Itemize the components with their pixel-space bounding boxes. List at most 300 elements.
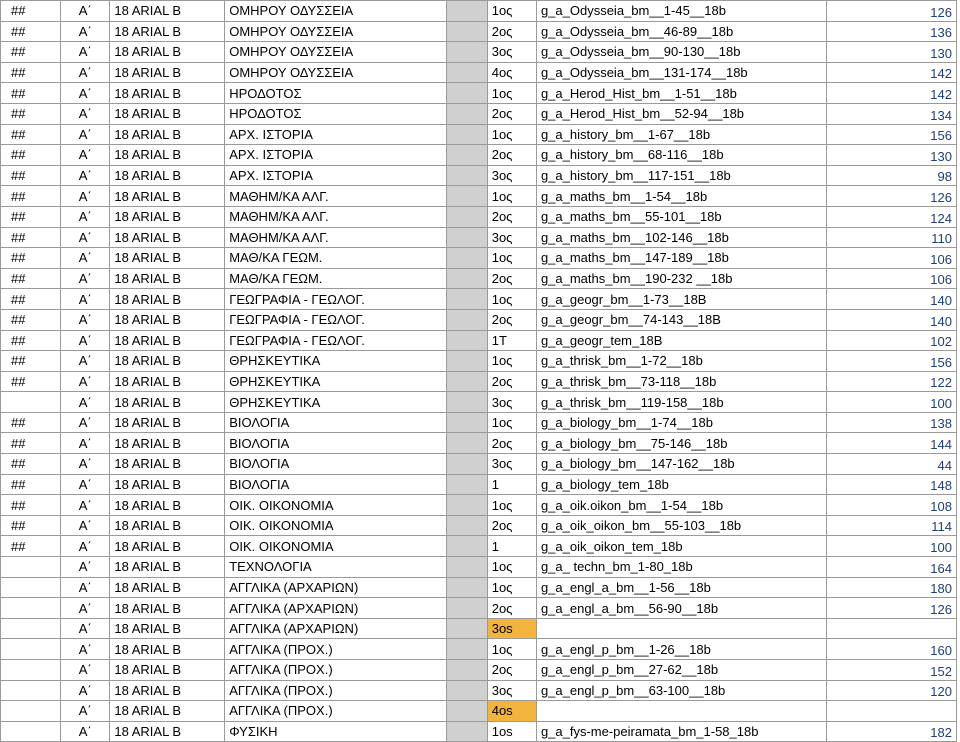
- page-count-cell[interactable]: 124: [826, 206, 956, 227]
- table-row: [1, 639, 957, 660]
- subject-cell[interactable]: ΓΕΩΓΡΑΦΙΑ - ΓΕΩΛΟΓ.: [225, 330, 447, 351]
- hash-cell[interactable]: [1, 660, 61, 681]
- page-count-cell[interactable]: 180: [826, 577, 956, 598]
- subject-cell[interactable]: ΜΑΘΗΜ/ΚΑ ΑΛΓ.: [225, 206, 447, 227]
- filename-cell[interactable]: g_a_engl_p_bm__63-100__18b: [536, 680, 826, 701]
- table-row: [1, 660, 957, 681]
- font-cell[interactable]: 18 ARIAL B: [110, 701, 225, 722]
- grade-cell[interactable]: Α΄: [61, 454, 110, 475]
- grade-cell[interactable]: Α΄: [61, 227, 110, 248]
- font-cell[interactable]: 18 ARIAL B: [110, 268, 225, 289]
- gap-cell[interactable]: [447, 680, 487, 701]
- subject-cell[interactable]: ΑΡΧ. ΙΣΤΟΡΙΑ: [225, 165, 447, 186]
- filename-cell[interactable]: g_a_maths_bm__147-189__18b: [536, 248, 826, 269]
- font-cell[interactable]: 18 ARIAL B: [110, 330, 225, 351]
- grade-cell[interactable]: Α΄: [61, 412, 110, 433]
- hash-cell[interactable]: [1, 701, 61, 722]
- hash-cell[interactable]: [1, 618, 61, 639]
- subject-cell[interactable]: ΦΥΣΙΚΗ: [225, 721, 447, 742]
- hash-cell[interactable]: ##: [1, 289, 61, 310]
- hash-cell[interactable]: ##: [1, 165, 61, 186]
- filename-cell[interactable]: g_a_oik.oikon_bm__1-54__18b: [536, 495, 826, 516]
- table-row: [1, 206, 957, 227]
- font-cell[interactable]: 18 ARIAL B: [110, 639, 225, 660]
- grade-cell[interactable]: Α΄: [61, 515, 110, 536]
- grade-cell[interactable]: Α΄: [61, 371, 110, 392]
- subject-cell[interactable]: ΘΡΗΣΚΕΥΤΙΚΑ: [225, 392, 447, 413]
- part-cell[interactable]: 3ος: [487, 42, 536, 63]
- part-cell[interactable]: 1os: [487, 721, 536, 742]
- part-cell[interactable]: 4ος: [487, 62, 536, 83]
- part-cell[interactable]: 1ος: [487, 124, 536, 145]
- grade-cell[interactable]: Α΄: [61, 495, 110, 516]
- grade-cell[interactable]: Α΄: [61, 474, 110, 495]
- filename-cell[interactable]: g_a_Odysseia_bm__90-130__18b: [536, 42, 826, 63]
- hash-cell[interactable]: ##: [1, 83, 61, 104]
- gap-cell[interactable]: [447, 701, 487, 722]
- part-cell[interactable]: 3os: [487, 618, 536, 639]
- gap-cell[interactable]: [447, 330, 487, 351]
- filename-cell[interactable]: g_a_Herod_Hist_bm__52-94__18b: [536, 103, 826, 124]
- filename-cell[interactable]: g_a_engl_p_bm__27-62__18b: [536, 660, 826, 681]
- filename-cell[interactable]: g_a_ techn_bm_1-80_18b: [536, 557, 826, 578]
- table-row: [1, 309, 957, 330]
- grade-cell[interactable]: Α΄: [61, 83, 110, 104]
- subject-cell[interactable]: ΗΡΟΔΟΤΟΣ: [225, 103, 447, 124]
- grade-cell[interactable]: Α΄: [61, 1, 110, 22]
- hash-cell[interactable]: ##: [1, 103, 61, 124]
- page-count-cell[interactable]: 136: [826, 21, 956, 42]
- subject-cell[interactable]: ΘΡΗΣΚΕΥΤΙΚΑ: [225, 371, 447, 392]
- font-cell[interactable]: 18 ARIAL B: [110, 62, 225, 83]
- part-cell[interactable]: 3ος: [487, 680, 536, 701]
- gap-cell[interactable]: [447, 515, 487, 536]
- grade-cell[interactable]: Α΄: [61, 103, 110, 124]
- page-count-cell[interactable]: 102: [826, 330, 956, 351]
- grade-cell[interactable]: Α΄: [61, 721, 110, 742]
- font-cell[interactable]: 18 ARIAL B: [110, 289, 225, 310]
- part-cell[interactable]: 2ος: [487, 433, 536, 454]
- filename-cell[interactable]: g_a_biology_tem_18b: [536, 474, 826, 495]
- grade-cell[interactable]: Α΄: [61, 536, 110, 557]
- part-cell[interactable]: 1ος: [487, 557, 536, 578]
- filename-cell[interactable]: g_a_thrisk_bm__1-72__18b: [536, 351, 826, 372]
- filename-cell[interactable]: g_a_biology_bm__75-146__18b: [536, 433, 826, 454]
- grade-cell[interactable]: Α΄: [61, 618, 110, 639]
- grade-cell[interactable]: Α΄: [61, 186, 110, 207]
- gap-cell[interactable]: [447, 454, 487, 475]
- filename-cell[interactable]: g_a_biology_bm__1-74__18b: [536, 412, 826, 433]
- grade-cell[interactable]: Α΄: [61, 62, 110, 83]
- gap-cell[interactable]: [447, 268, 487, 289]
- filename-cell[interactable]: g_a_engl_a_bm__56-90__18b: [536, 598, 826, 619]
- hash-cell[interactable]: [1, 557, 61, 578]
- font-cell[interactable]: 18 ARIAL B: [110, 371, 225, 392]
- font-cell[interactable]: 18 ARIAL B: [110, 454, 225, 475]
- font-cell[interactable]: 18 ARIAL B: [110, 103, 225, 124]
- page-count-cell[interactable]: 106: [826, 248, 956, 269]
- grade-cell[interactable]: Α΄: [61, 165, 110, 186]
- table-row: [1, 186, 957, 207]
- subject-cell[interactable]: ΟΜΗΡΟΥ ΟΔΥΣΣΕΙΑ: [225, 1, 447, 22]
- page-count-cell[interactable]: 130: [826, 145, 956, 166]
- page-count-cell[interactable]: 126: [826, 598, 956, 619]
- hash-cell[interactable]: ##: [1, 454, 61, 475]
- part-cell[interactable]: 4os: [487, 701, 536, 722]
- font-cell[interactable]: 18 ARIAL B: [110, 309, 225, 330]
- subject-cell[interactable]: ΒΙΟΛΟΓΙΑ: [225, 454, 447, 475]
- part-cell[interactable]: 1: [487, 536, 536, 557]
- font-cell[interactable]: 18 ARIAL B: [110, 412, 225, 433]
- part-cell[interactable]: 1ος: [487, 495, 536, 516]
- page-count-cell[interactable]: 98: [826, 165, 956, 186]
- subject-cell[interactable]: ΒΙΟΛΟΓΙΑ: [225, 433, 447, 454]
- hash-cell[interactable]: ##: [1, 21, 61, 42]
- page-count-cell[interactable]: 138: [826, 412, 956, 433]
- page-count-cell[interactable]: 130: [826, 42, 956, 63]
- gap-cell[interactable]: [447, 577, 487, 598]
- gap-cell[interactable]: [447, 392, 487, 413]
- hash-cell[interactable]: ##: [1, 474, 61, 495]
- part-cell[interactable]: 1ος: [487, 412, 536, 433]
- gap-cell[interactable]: [447, 495, 487, 516]
- hash-cell[interactable]: ##: [1, 309, 61, 330]
- font-cell[interactable]: 18 ARIAL B: [110, 165, 225, 186]
- hash-cell[interactable]: [1, 392, 61, 413]
- part-cell[interactable]: 1ος: [487, 186, 536, 207]
- filename-cell[interactable]: g_a_oik_oikon_bm__55-103__18b: [536, 515, 826, 536]
- page-count-cell[interactable]: 160: [826, 639, 956, 660]
- subject-cell[interactable]: ΟΜΗΡΟΥ ΟΔΥΣΣΕΙΑ: [225, 21, 447, 42]
- subject-cell[interactable]: ΑΓΓΛΙΚΑ (ΑΡΧΑΡΙΩΝ): [225, 618, 447, 639]
- filename-cell[interactable]: g_a_oik_oikon_tem_18b: [536, 536, 826, 557]
- gap-cell[interactable]: [447, 660, 487, 681]
- gap-cell[interactable]: [447, 536, 487, 557]
- page-count-cell[interactable]: 134: [826, 103, 956, 124]
- subject-cell[interactable]: ΟΜΗΡΟΥ ΟΔΥΣΣΕΙΑ: [225, 42, 447, 63]
- gap-cell[interactable]: [447, 618, 487, 639]
- part-cell[interactable]: 2ος: [487, 268, 536, 289]
- font-cell[interactable]: 18 ARIAL B: [110, 577, 225, 598]
- hash-cell[interactable]: [1, 598, 61, 619]
- grade-cell[interactable]: Α΄: [61, 145, 110, 166]
- grade-cell[interactable]: Α΄: [61, 577, 110, 598]
- part-cell[interactable]: 1ος: [487, 639, 536, 660]
- subject-cell[interactable]: ΒΙΟΛΟΓΙΑ: [225, 412, 447, 433]
- subject-cell[interactable]: ΑΓΓΛΙΚΑ (ΠΡΟΧ.): [225, 701, 447, 722]
- table-row: [1, 557, 957, 578]
- hash-cell[interactable]: ##: [1, 330, 61, 351]
- subject-cell[interactable]: ΜΑΘ/ΚΑ ΓΕΩΜ.: [225, 248, 447, 269]
- page-count-cell[interactable]: 120: [826, 680, 956, 701]
- subject-cell[interactable]: ΓΕΩΓΡΑΦΙΑ - ΓΕΩΛΟΓ.: [225, 289, 447, 310]
- font-cell[interactable]: 18 ARIAL B: [110, 618, 225, 639]
- part-cell[interactable]: 2ος: [487, 598, 536, 619]
- filename-cell[interactable]: g_a_biology_bm__147-162__18b: [536, 454, 826, 475]
- grade-cell[interactable]: Α΄: [61, 392, 110, 413]
- hash-cell[interactable]: ##: [1, 495, 61, 516]
- filename-cell[interactable]: g_a_Herod_Hist_bm__1-51__18b: [536, 83, 826, 104]
- page-count-cell[interactable]: 144: [826, 433, 956, 454]
- grade-cell[interactable]: Α΄: [61, 21, 110, 42]
- gap-cell[interactable]: [447, 206, 487, 227]
- gap-cell[interactable]: [447, 62, 487, 83]
- gap-cell[interactable]: [447, 289, 487, 310]
- grade-cell[interactable]: Α΄: [61, 124, 110, 145]
- grade-cell[interactable]: Α΄: [61, 309, 110, 330]
- grade-cell[interactable]: Α΄: [61, 268, 110, 289]
- table-row: [1, 165, 957, 186]
- page-count-cell[interactable]: 114: [826, 515, 956, 536]
- filename-cell[interactable]: g_a_geogr_bm__1-73__18B: [536, 289, 826, 310]
- subject-cell[interactable]: ΑΡΧ. ΙΣΤΟΡΙΑ: [225, 145, 447, 166]
- grade-cell[interactable]: Α΄: [61, 206, 110, 227]
- page-count-cell[interactable]: 140: [826, 309, 956, 330]
- grade-cell[interactable]: Α΄: [61, 330, 110, 351]
- font-cell[interactable]: 18 ARIAL B: [110, 536, 225, 557]
- part-cell[interactable]: 2ος: [487, 103, 536, 124]
- subject-cell[interactable]: ΗΡΟΔΟΤΟΣ: [225, 83, 447, 104]
- font-cell[interactable]: 18 ARIAL B: [110, 351, 225, 372]
- subject-cell[interactable]: ΓΕΩΓΡΑΦΙΑ - ΓΕΩΛΟΓ.: [225, 309, 447, 330]
- filename-cell[interactable]: [536, 618, 826, 639]
- part-cell[interactable]: 3ος: [487, 227, 536, 248]
- hash-cell[interactable]: ##: [1, 124, 61, 145]
- part-cell[interactable]: 3ος: [487, 454, 536, 475]
- page-count-cell[interactable]: 156: [826, 351, 956, 372]
- grade-cell[interactable]: Α΄: [61, 433, 110, 454]
- page-count-cell[interactable]: 44: [826, 454, 956, 475]
- page-count-cell[interactable]: 142: [826, 83, 956, 104]
- font-cell[interactable]: 18 ARIAL B: [110, 248, 225, 269]
- hash-cell[interactable]: ##: [1, 62, 61, 83]
- gap-cell[interactable]: [447, 412, 487, 433]
- gap-cell[interactable]: [447, 165, 487, 186]
- part-cell[interactable]: 1ος: [487, 1, 536, 22]
- hash-cell[interactable]: ##: [1, 145, 61, 166]
- table-row: [1, 330, 957, 351]
- grade-cell[interactable]: Α΄: [61, 351, 110, 372]
- gap-cell[interactable]: [447, 145, 487, 166]
- filename-cell[interactable]: g_a_geogr_bm__74-143__18B: [536, 309, 826, 330]
- font-cell[interactable]: 18 ARIAL B: [110, 145, 225, 166]
- subject-cell[interactable]: ΘΡΗΣΚΕΥΤΙΚΑ: [225, 351, 447, 372]
- subject-cell[interactable]: ΑΓΓΛΙΚΑ (ΠΡΟΧ.): [225, 639, 447, 660]
- subject-cell[interactable]: ΜΑΘΗΜ/ΚΑ ΑΛΓ.: [225, 227, 447, 248]
- part-cell[interactable]: 3ος: [487, 392, 536, 413]
- hash-cell[interactable]: ##: [1, 206, 61, 227]
- gap-cell[interactable]: [447, 227, 487, 248]
- table-row: [1, 454, 957, 475]
- gap-cell[interactable]: [447, 639, 487, 660]
- page-count-cell[interactable]: 100: [826, 392, 956, 413]
- part-cell[interactable]: 3ος: [487, 165, 536, 186]
- part-cell[interactable]: 2ος: [487, 515, 536, 536]
- page-count-cell[interactable]: 140: [826, 289, 956, 310]
- hash-cell[interactable]: [1, 577, 61, 598]
- hash-cell[interactable]: ##: [1, 412, 61, 433]
- gap-cell[interactable]: [447, 371, 487, 392]
- gap-cell[interactable]: [447, 721, 487, 742]
- part-cell[interactable]: 1ος: [487, 83, 536, 104]
- part-cell[interactable]: 1: [487, 474, 536, 495]
- part-cell[interactable]: 1ος: [487, 351, 536, 372]
- font-cell[interactable]: 18 ARIAL B: [110, 83, 225, 104]
- gap-cell[interactable]: [447, 83, 487, 104]
- filename-cell[interactable]: g_a_maths_bm__1-54__18b: [536, 186, 826, 207]
- hash-cell[interactable]: ##: [1, 351, 61, 372]
- subject-cell[interactable]: ΜΑΘ/ΚΑ ΓΕΩΜ.: [225, 268, 447, 289]
- font-cell[interactable]: 18 ARIAL B: [110, 392, 225, 413]
- hash-cell[interactable]: ##: [1, 515, 61, 536]
- font-cell[interactable]: 18 ARIAL B: [110, 227, 225, 248]
- subject-cell[interactable]: ΤΕΧΝΟΛΟΓΙΑ: [225, 557, 447, 578]
- hash-cell[interactable]: ##: [1, 248, 61, 269]
- filename-cell[interactable]: g_a_Odysseia_bm__131-174__18b: [536, 62, 826, 83]
- hash-cell[interactable]: [1, 680, 61, 701]
- grade-cell[interactable]: Α΄: [61, 248, 110, 269]
- page-count-cell[interactable]: [826, 701, 956, 722]
- gap-cell[interactable]: [447, 474, 487, 495]
- filename-cell[interactable]: g_a_geogr_tem_18B: [536, 330, 826, 351]
- table-row: [1, 495, 957, 516]
- font-cell[interactable]: 18 ARIAL B: [110, 21, 225, 42]
- filename-cell[interactable]: [536, 701, 826, 722]
- font-cell[interactable]: 18 ARIAL B: [110, 433, 225, 454]
- subject-cell[interactable]: ΑΓΓΛΙΚΑ (ΠΡΟΧ.): [225, 680, 447, 701]
- subject-cell[interactable]: ΟΙΚ. ΟΙΚΟΝΟΜΙΑ: [225, 495, 447, 516]
- page-count-cell[interactable]: 182: [826, 721, 956, 742]
- page-count-cell[interactable]: 126: [826, 1, 956, 22]
- table-row: [1, 62, 957, 83]
- filename-cell[interactable]: g_a_history_bm__1-67__18b: [536, 124, 826, 145]
- page-count-cell[interactable]: 126: [826, 186, 956, 207]
- font-cell[interactable]: 18 ARIAL B: [110, 206, 225, 227]
- part-cell[interactable]: 1Τ: [487, 330, 536, 351]
- grade-cell[interactable]: Α΄: [61, 598, 110, 619]
- font-cell[interactable]: 18 ARIAL B: [110, 660, 225, 681]
- hash-cell[interactable]: ##: [1, 227, 61, 248]
- hash-cell[interactable]: ##: [1, 433, 61, 454]
- gap-cell[interactable]: [447, 309, 487, 330]
- page-count-cell[interactable]: 164: [826, 557, 956, 578]
- font-cell[interactable]: 18 ARIAL B: [110, 124, 225, 145]
- grade-cell[interactable]: Α΄: [61, 557, 110, 578]
- page-count-cell[interactable]: 108: [826, 495, 956, 516]
- subject-cell[interactable]: ΟΙΚ. ΟΙΚΟΝΟΜΙΑ: [225, 515, 447, 536]
- part-cell[interactable]: 1ος: [487, 577, 536, 598]
- font-cell[interactable]: 18 ARIAL B: [110, 495, 225, 516]
- grade-cell[interactable]: Α΄: [61, 660, 110, 681]
- subject-cell[interactable]: ΒΙΟΛΟΓΙΑ: [225, 474, 447, 495]
- subject-cell[interactable]: ΟΜΗΡΟΥ ΟΔΥΣΣΕΙΑ: [225, 62, 447, 83]
- page-count-cell[interactable]: 142: [826, 62, 956, 83]
- hash-cell[interactable]: ##: [1, 268, 61, 289]
- hash-cell[interactable]: [1, 639, 61, 660]
- gap-cell[interactable]: [447, 124, 487, 145]
- subject-cell[interactable]: ΑΡΧ. ΙΣΤΟΡΙΑ: [225, 124, 447, 145]
- part-cell[interactable]: 1ος: [487, 248, 536, 269]
- part-cell[interactable]: 2ος: [487, 371, 536, 392]
- hash-cell[interactable]: ##: [1, 42, 61, 63]
- filename-cell[interactable]: g_a_engl_p_bm__1-26__18b: [536, 639, 826, 660]
- font-cell[interactable]: 18 ARIAL B: [110, 515, 225, 536]
- gap-cell[interactable]: [447, 186, 487, 207]
- font-cell[interactable]: 18 ARIAL B: [110, 557, 225, 578]
- filename-cell[interactable]: g_a_Odysseia_bm__1-45__18b: [536, 1, 826, 22]
- page-count-cell[interactable]: 156: [826, 124, 956, 145]
- gap-cell[interactable]: [447, 248, 487, 269]
- filename-cell[interactable]: g_a_maths_bm__55-101__18b: [536, 206, 826, 227]
- font-cell[interactable]: 18 ARIAL B: [110, 598, 225, 619]
- page-count-cell[interactable]: 122: [826, 371, 956, 392]
- gap-cell[interactable]: [447, 557, 487, 578]
- table-row: [1, 474, 957, 495]
- part-cell[interactable]: 2ος: [487, 660, 536, 681]
- subject-cell[interactable]: ΜΑΘΗΜ/ΚΑ ΑΛΓ.: [225, 186, 447, 207]
- subject-cell[interactable]: ΑΓΓΛΙΚΑ (ΑΡΧΑΡΙΩΝ): [225, 577, 447, 598]
- grade-cell[interactable]: Α΄: [61, 289, 110, 310]
- page-count-cell[interactable]: 148: [826, 474, 956, 495]
- filename-cell[interactable]: g_a_maths_bm__190-232 __18b: [536, 268, 826, 289]
- gap-cell[interactable]: [447, 42, 487, 63]
- gap-cell[interactable]: [447, 351, 487, 372]
- font-cell[interactable]: 18 ARIAL B: [110, 42, 225, 63]
- grade-cell[interactable]: Α΄: [61, 639, 110, 660]
- font-cell[interactable]: 18 ARIAL B: [110, 1, 225, 22]
- filename-cell[interactable]: g_a_Odysseia_bm__46-89__18b: [536, 21, 826, 42]
- filename-cell[interactable]: g_a_engl_a_bm__1-56__18b: [536, 577, 826, 598]
- part-cell[interactable]: 2ος: [487, 206, 536, 227]
- subject-cell[interactable]: ΑΓΓΛΙΚΑ (ΠΡΟΧ.): [225, 660, 447, 681]
- grade-cell[interactable]: Α΄: [61, 701, 110, 722]
- filename-cell[interactable]: g_a_thrisk_bm__73-118__18b: [536, 371, 826, 392]
- gap-cell[interactable]: [447, 598, 487, 619]
- filename-cell[interactable]: g_a_history_bm__117-151__18b: [536, 165, 826, 186]
- subject-cell[interactable]: ΑΓΓΛΙΚΑ (ΑΡΧΑΡΙΩΝ): [225, 598, 447, 619]
- gap-cell[interactable]: [447, 1, 487, 22]
- gap-cell[interactable]: [447, 103, 487, 124]
- filename-cell[interactable]: g_a_history_bm__68-116__18b: [536, 145, 826, 166]
- hash-cell[interactable]: ##: [1, 186, 61, 207]
- part-cell[interactable]: 2ος: [487, 145, 536, 166]
- hash-cell[interactable]: [1, 721, 61, 742]
- hash-cell[interactable]: ##: [1, 1, 61, 22]
- part-cell[interactable]: 2ος: [487, 21, 536, 42]
- page-count-cell[interactable]: [826, 618, 956, 639]
- part-cell[interactable]: 2ος: [487, 309, 536, 330]
- part-cell[interactable]: 1ος: [487, 289, 536, 310]
- font-cell[interactable]: 18 ARIAL B: [110, 721, 225, 742]
- gap-cell[interactable]: [447, 433, 487, 454]
- font-cell[interactable]: 18 ARIAL B: [110, 186, 225, 207]
- grade-cell[interactable]: Α΄: [61, 680, 110, 701]
- page-count-cell[interactable]: 106: [826, 268, 956, 289]
- filename-cell[interactable]: g_a_fys-me-peiramata_bm_1-58_18b: [536, 721, 826, 742]
- page-count-cell[interactable]: 152: [826, 660, 956, 681]
- grade-cell[interactable]: Α΄: [61, 42, 110, 63]
- page-count-cell[interactable]: 100: [826, 536, 956, 557]
- page-count-cell[interactable]: 110: [826, 227, 956, 248]
- font-cell[interactable]: 18 ARIAL B: [110, 474, 225, 495]
- filename-cell[interactable]: g_a_thrisk_bm__119-158__18b: [536, 392, 826, 413]
- hash-cell[interactable]: ##: [1, 371, 61, 392]
- hash-cell[interactable]: ##: [1, 536, 61, 557]
- subject-cell[interactable]: ΟΙΚ. ΟΙΚΟΝΟΜΙΑ: [225, 536, 447, 557]
- filename-cell[interactable]: g_a_maths_bm__102-146__18b: [536, 227, 826, 248]
- gap-cell[interactable]: [447, 21, 487, 42]
- font-cell[interactable]: 18 ARIAL B: [110, 680, 225, 701]
